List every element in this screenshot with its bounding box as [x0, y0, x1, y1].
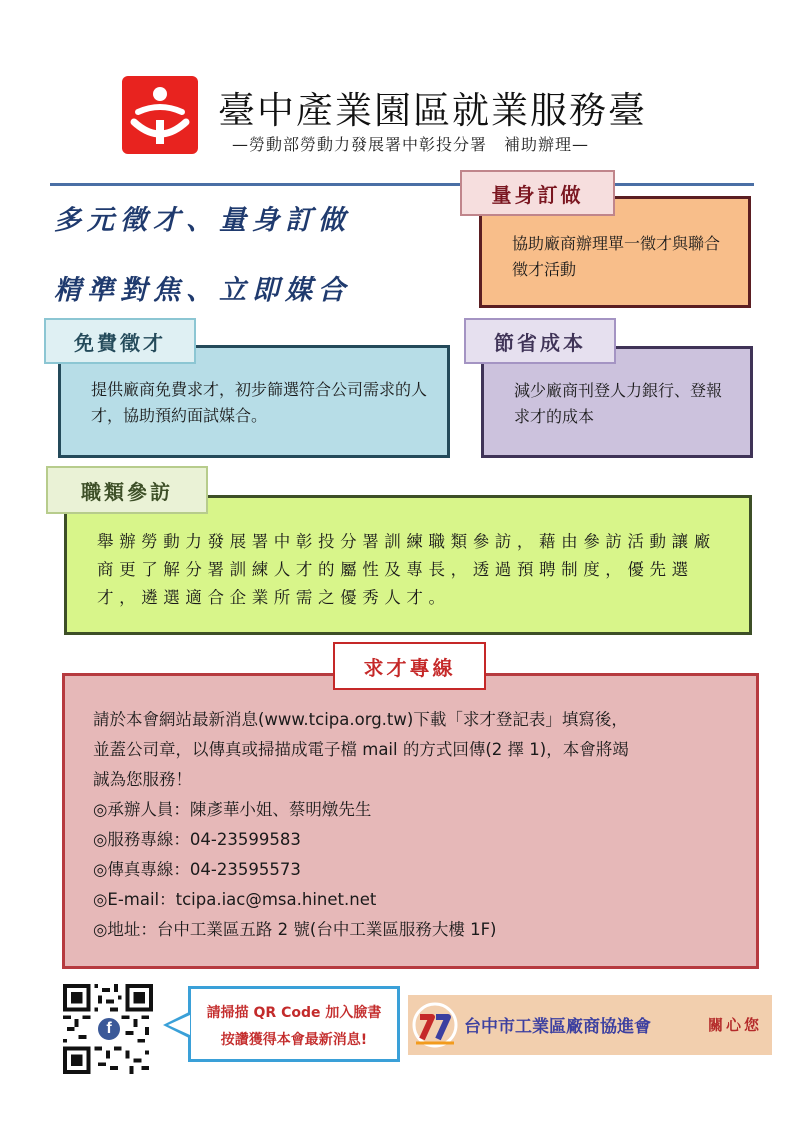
header-divider — [50, 183, 754, 186]
contact-person: ◎承辦人員：陳彥華小姐、蔡明燉先生 — [93, 800, 372, 819]
callout-line: 按讚獲得本會最新消息! — [220, 1032, 368, 1048]
hotline-line: 請於本會網站最新消息(www.tcipa.org.tw)下載「求才登記表」填寫後， — [93, 710, 628, 729]
hotline-box — [62, 673, 759, 969]
slogan-line: 精準對焦、立即媒合 — [54, 275, 351, 306]
postal-address: ◎地址：台中工業區五路 2 號(台中工業區服務大樓 1F) — [93, 920, 497, 939]
slogan-line: 多元徵才、量身訂做 — [54, 205, 351, 236]
cost-saving-tab: 節省成本 — [464, 318, 616, 364]
job-visit-tab: 職類參訪 — [46, 466, 208, 514]
page-subtitle: —勞動部勞動力發展署中彰投分署 補助辦理— — [232, 135, 590, 154]
email-address[interactable]: ◎E-mail：tcipa.iac@msa.hinet.net — [93, 890, 377, 909]
hotline-tab: 求才專線 — [333, 642, 486, 690]
job-visit-box — [64, 495, 752, 635]
hotline-line: 誠為您服務！ — [93, 770, 192, 789]
facebook-icon: f — [96, 1016, 122, 1042]
service-logo — [122, 76, 198, 154]
association-logo — [410, 999, 460, 1051]
free-recruiting-text: 提供廠商免費求才，初步篩選符合公司需求的人才，協助預約面試媒合。 — [91, 380, 428, 425]
tailor-made-tab: 量身訂做 — [460, 170, 615, 216]
tailor-made-text: 協助廠商辦理單一徵才與聯合徵才活動 — [512, 234, 721, 279]
service-phone: ◎服務專線：04-23599583 — [93, 830, 301, 849]
hotline-line: 並蓋公司章，以傳真或掃描成電子檔 mail 的方式回傳(2 擇 1)，本會將竭 — [93, 740, 629, 759]
free-recruiting-tab: 免費徵才 — [44, 318, 196, 364]
page-title: 臺中產業園區就業服務臺 — [218, 89, 647, 132]
facebook-callout — [188, 986, 400, 1062]
cost-saving-text: 減少廠商刊登人力銀行、登報求才的成本 — [514, 381, 723, 426]
association-name: 台中市工業區廠商協進會 — [464, 1017, 651, 1037]
association-banner — [408, 995, 772, 1055]
callout-line: 請掃描 QR Code 加入臉書 — [206, 1005, 382, 1021]
association-tagline: 關心您 — [708, 1016, 763, 1034]
job-visit-text: 舉辦勞動力發展署中彰投分署訓練職類參訪，藉由參訪活動讓廠商更了解分署訓練人才的屬性及專長，透過預聘制度，優先選才，遴選適合企業所需之優秀人才。 — [97, 532, 716, 607]
fax-number: ◎傳真專線：04-23595573 — [93, 860, 301, 879]
